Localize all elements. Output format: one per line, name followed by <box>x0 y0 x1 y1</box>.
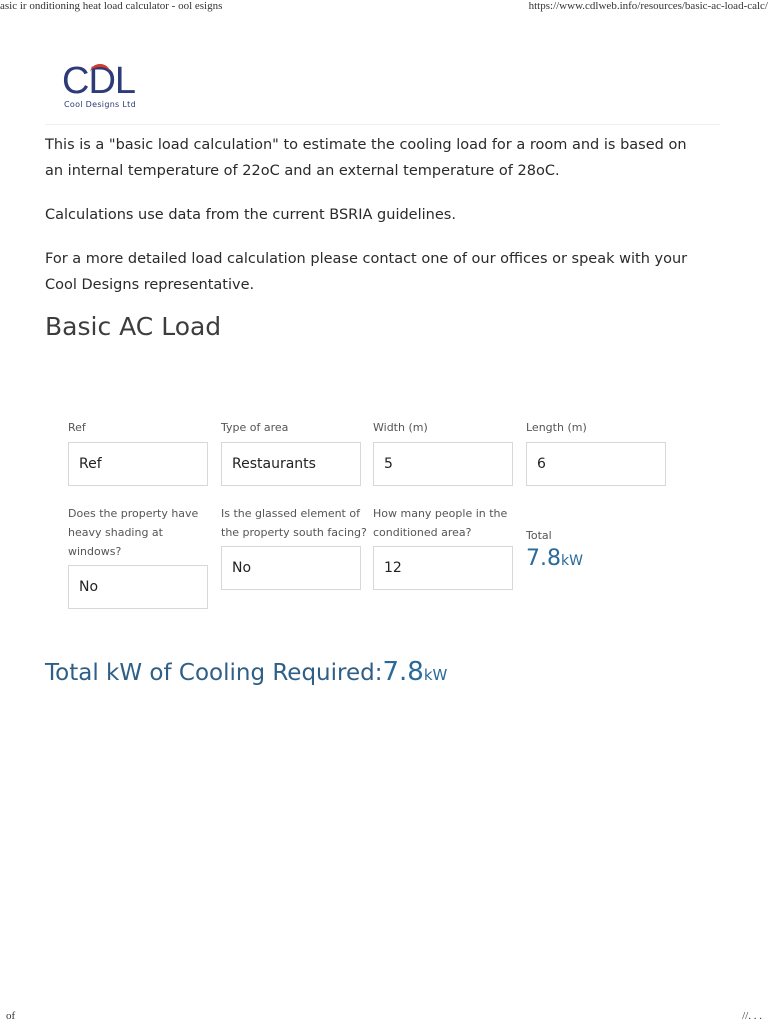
intro-paragraph: For a more detailed load calculation please contact one of our offices or speak with your Cool Designs representative. <box>45 251 688 293</box>
people-label: How many people in the conditioned area? <box>373 507 508 539</box>
logo-subtitle: Cool Designs Ltd <box>64 100 136 109</box>
logo-mark: CDL <box>62 60 136 102</box>
shading-label: Does the property have heavy shading at windows? <box>68 507 199 558</box>
print-footer-left: of <box>6 1010 16 1022</box>
width-input[interactable] <box>373 442 513 486</box>
company-logo[interactable] <box>62 62 152 110</box>
print-footer-right: //. . . <box>742 1010 762 1022</box>
header-divider <box>45 124 720 125</box>
south-facing-select[interactable]: No <box>221 546 361 590</box>
print-page-title: asic ir onditioning heat load calculator - ool esigns <box>0 0 223 12</box>
print-footer <box>0 1010 768 1024</box>
intro-paragraph: Calculations use data from the current BSRIA guidelines. <box>45 207 456 223</box>
ref-input[interactable] <box>68 442 208 486</box>
print-page-url: https://www.cdlweb.info/resources/basic-ac-load-calc/ <box>528 0 768 12</box>
shading-select[interactable]: No <box>68 565 208 609</box>
cooling-result-label: Total kW of Cooling Required: <box>45 660 383 686</box>
type-of-area-select[interactable]: Restaurants <box>221 442 361 486</box>
people-input[interactable] <box>373 546 513 590</box>
intro-paragraph: This is a "basic load calculation" to estimate the cooling load for a room and is based on an internal temperature of 22oC and an external temperature of 28oC. <box>45 137 687 179</box>
width-label: Width (m) <box>373 421 428 434</box>
cooling-result-value: 7.8 <box>382 657 424 687</box>
total-number: 7.8 <box>526 546 561 571</box>
type-of-area-label: Type of area <box>221 421 289 434</box>
total-label: Total <box>526 529 552 542</box>
cooling-result <box>45 657 447 687</box>
length-label: Length (m) <box>526 421 587 434</box>
print-header <box>0 0 768 14</box>
cooling-result-unit: kW <box>423 666 448 684</box>
ref-label: Ref <box>68 421 86 434</box>
logo-swoosh-icon <box>90 64 110 81</box>
total-unit: kW <box>561 553 583 569</box>
total-value <box>526 546 583 571</box>
length-input[interactable] <box>526 442 666 486</box>
south-facing-label: Is the glassed element of the property south facing? <box>221 507 367 539</box>
section-title: Basic AC Load <box>45 312 222 341</box>
